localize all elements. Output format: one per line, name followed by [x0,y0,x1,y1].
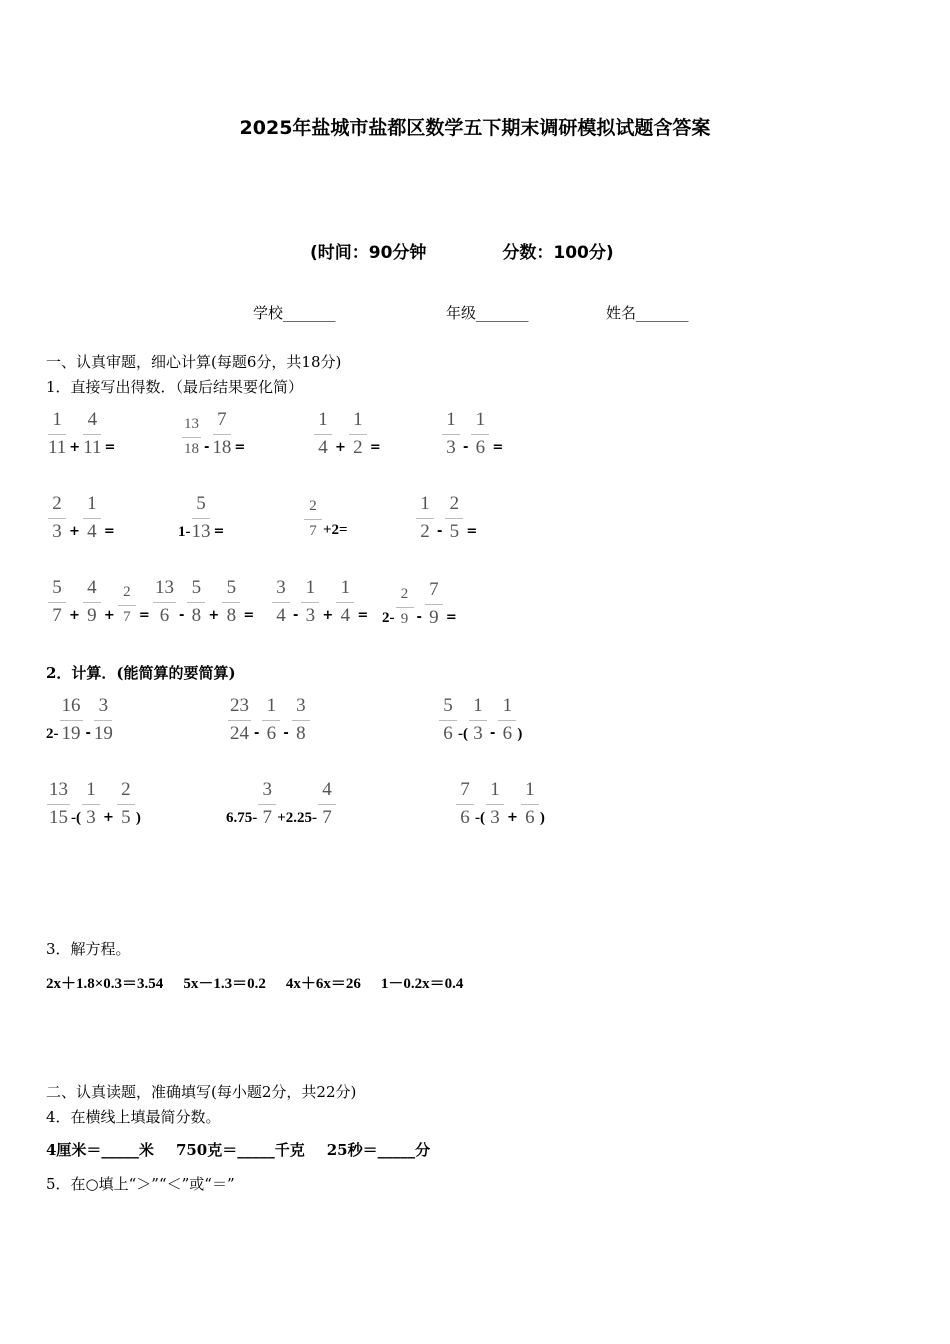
numerator: 4 [83,410,101,435]
numerator: 1 [83,494,101,519]
operator: +2.25- [277,810,318,826]
numerator: 23 [228,696,251,721]
denominator: 8 [226,605,237,626]
denominator: 9 [400,611,409,627]
operator: = [234,440,246,455]
denominator: 19 [61,723,81,744]
denominator: 18 [212,437,232,458]
numerator: 3 [292,696,310,721]
fraction [48,578,66,626]
denominator: 6 [266,723,277,744]
operator: ) [517,726,523,742]
denominator: 3 [52,521,62,542]
fraction [228,696,251,744]
math-expression [46,780,141,828]
numerator: 5 [187,578,205,603]
fraction [349,410,367,458]
denominator: 4 [87,521,97,542]
denominator: 4 [318,437,328,458]
fraction [258,780,276,828]
numerator: 1 [442,410,460,435]
operator: -( [475,810,485,826]
denominator: 2 [420,521,430,542]
fraction [262,696,280,744]
denominator: 11 [83,437,102,458]
math-expression [46,696,114,744]
fraction [117,780,135,828]
denominator: 6 [159,605,170,626]
denominator: 6 [443,723,453,744]
numerator: 5 [222,578,240,603]
math-expression [47,494,117,542]
numerator: 2 [445,494,463,519]
numerator: 1 [82,780,100,805]
denominator: 4 [340,605,351,626]
operator: + [69,608,80,623]
question-5: 5．在○填上“＞”“＜”或“＝” [46,1175,235,1193]
operator: 2- [382,610,395,626]
numerator: 1 [498,696,516,721]
operator: + [69,440,81,455]
math-expression [181,410,247,458]
operator: +2= [323,522,348,538]
numerator: 13 [182,416,201,438]
operator: = [466,524,478,539]
operator: - [254,726,260,741]
numerator: 1 [48,410,66,435]
fraction [498,696,516,744]
fraction [212,410,231,458]
section2-header: 二、认真读题，准确填写(每小题2分，共22分) [46,1083,357,1101]
school-field: 学校_______ [253,304,336,322]
numerator: 1 [486,780,504,805]
math-expression [382,580,459,628]
denominator: 11 [48,437,67,458]
fraction [48,494,66,542]
fraction [292,696,310,744]
fraction [439,696,457,744]
fraction [318,780,336,828]
numerator: 1 [301,578,319,603]
denominator: 7 [52,605,62,626]
fraction [118,584,136,626]
math-expression [271,578,370,626]
math-expression [227,696,311,744]
operator: - [416,610,422,625]
denominator: 15 [49,807,68,828]
numerator: 5 [192,494,210,519]
denominator: 5 [449,521,460,542]
numerator: 2 [48,494,66,519]
fraction [48,410,66,458]
fraction [471,410,489,458]
numerator: 1 [469,696,487,721]
denominator: 18 [184,441,199,457]
denominator: 8 [191,605,202,626]
denominator: 3 [490,807,500,828]
numerator: 1 [416,494,434,519]
numerator: 13 [47,780,70,805]
denominator: 2 [353,437,363,458]
denominator: 6 [525,807,535,828]
denominator: 3 [473,723,483,744]
fraction [469,696,487,744]
denominator: 7 [123,609,131,625]
denominator: 8 [296,723,306,744]
operator: -( [71,810,81,826]
denominator: 7 [322,807,332,828]
fraction [416,494,434,542]
operator: ) [539,810,545,826]
operator: + [507,810,518,825]
numerator: 1 [521,780,539,805]
math-expression [455,780,545,828]
operator: = [357,608,369,623]
fraction [272,578,290,626]
math-expression [178,494,226,542]
fraction [187,578,205,626]
numerator: 7 [456,780,474,805]
fraction [83,494,101,542]
numerator: 4 [318,780,336,805]
operator: - [463,440,469,455]
denominator: 6 [502,723,513,744]
numerator: 7 [425,580,443,605]
numerator: 1 [471,410,489,435]
denominator: 3 [446,437,456,458]
fraction [153,578,176,626]
q4-items [46,1139,430,1160]
equation: 5x－1.3＝0.2 [183,976,266,992]
fraction [396,586,414,628]
operator: 6.75- [226,810,258,826]
math-expression [415,494,479,542]
operator: - [490,726,496,741]
fraction [222,578,240,626]
question-1: 1．直接写出得数．（最后结果要化简） [46,378,304,396]
operator: = [243,608,255,623]
question-2: 2．计算．(能简算的要简算) [46,664,236,682]
denominator: 7 [262,807,272,828]
math-expression [152,578,256,626]
numerator: 16 [60,696,83,721]
fill-blank: 750克＝_____千克 [175,1141,305,1159]
denominator: 13 [191,521,211,542]
numerator: 2 [118,584,136,606]
fraction [83,578,101,626]
denominator: 7 [309,523,317,539]
fraction [456,780,474,828]
numerator: 3 [94,696,112,721]
math-expression [47,578,152,626]
question-3: 3．解方程。 [46,940,131,958]
denominator: 6 [475,437,486,458]
fraction [182,416,201,458]
fraction [425,580,443,628]
denominator: 6 [460,807,470,828]
operator: = [103,524,115,539]
operator: 2- [46,726,59,742]
name-field: 姓名_______ [606,304,689,322]
time-limit: (时间：90分钟 [310,243,427,263]
math-expression [441,410,505,458]
operator: = [492,440,504,455]
fraction [521,780,539,828]
grade-field: 年级_______ [446,304,529,322]
math-expression [303,498,348,540]
numerator: 7 [213,410,231,435]
fraction [83,410,101,458]
denominator: 4 [276,605,286,626]
fraction [47,780,70,828]
numerator: 2 [396,586,414,608]
math-expression [47,410,117,458]
numerator: 5 [48,578,66,603]
numerator: 4 [83,578,101,603]
total-score: 分数：100分) [502,243,614,263]
fraction [304,498,322,540]
question-4: 4．在横线上填最简分数。 [46,1108,221,1126]
operator: - [283,726,289,741]
denominator: 19 [93,723,113,744]
numerator: 13 [153,578,176,603]
fill-blank: 4厘米＝_____米 [46,1141,154,1159]
math-expression [226,780,337,828]
operator: = [445,610,457,625]
operator: + [322,608,334,623]
numerator: 2 [117,780,135,805]
denominator: 5 [121,807,131,828]
operator: - [437,524,443,539]
operator: 1- [178,524,191,540]
denominator: 3 [305,605,316,626]
fraction [486,780,504,828]
operator: = [369,440,381,455]
operator: + [335,440,346,455]
operator: + [103,810,114,825]
time-score-line [310,238,614,263]
equation: 2x＋1.8×0.3＝3.54 [46,976,164,992]
operator: - [179,608,185,623]
operator: = [104,440,116,455]
numerator: 2 [304,498,322,520]
operator: = [213,524,225,539]
numerator: 1 [336,578,354,603]
denominator: 9 [429,607,439,628]
operator: + [208,608,220,623]
fraction [336,578,354,626]
numerator: 3 [258,780,276,805]
operator: - [85,726,91,741]
section1-header: 一、认真审题，细心计算(每题6分，共18分) [46,353,342,371]
fraction [60,696,83,744]
operator: + [103,608,115,623]
fraction [82,780,100,828]
operator: - [204,440,210,455]
fill-blank: 25秒＝_____分 [326,1141,431,1159]
operator: + [69,524,80,539]
fraction [314,410,332,458]
denominator: 24 [230,723,249,744]
denominator: 3 [86,807,96,828]
operator: ) [135,810,141,826]
fraction [442,410,460,458]
math-expression [438,696,522,744]
numerator: 3 [272,578,290,603]
operator: = [138,608,150,623]
fraction [94,696,113,744]
operator: - [293,608,299,623]
denominator: 9 [87,605,97,626]
fraction [301,578,319,626]
equation: 4x＋6x＝26 [285,976,361,992]
numerator: 5 [439,696,457,721]
numerator: 1 [349,410,367,435]
page-title: 2025年盐城市盐都区数学五下期末调研模拟试题含答案 [239,117,711,139]
operator: -( [458,726,468,742]
math-expression [313,410,383,458]
fraction [445,494,463,542]
fraction [192,494,211,542]
equation: 1－0.2x＝0.4 [380,976,464,992]
numerator: 1 [262,696,280,721]
numerator: 1 [314,410,332,435]
equations [46,972,483,993]
